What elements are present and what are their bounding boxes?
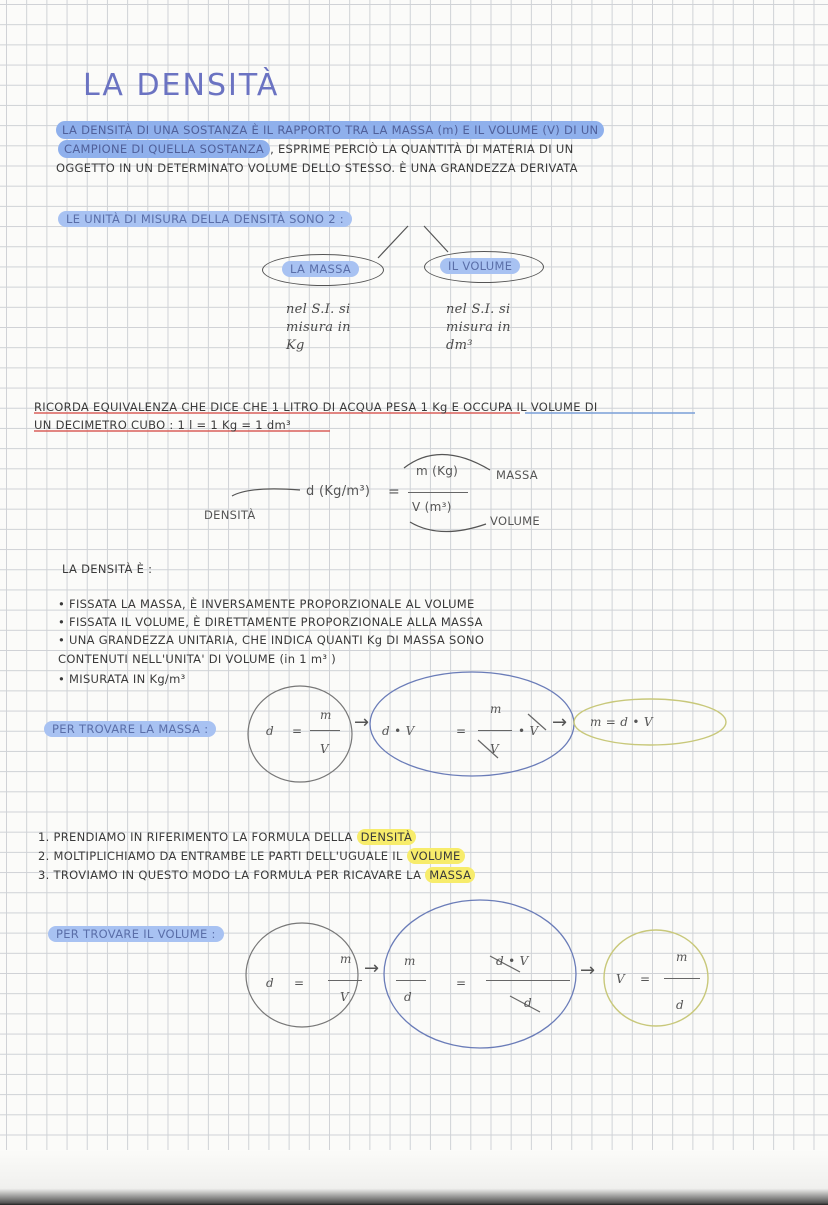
density-arc (232, 489, 300, 496)
formula-fraction-bar (408, 492, 468, 493)
volume-step2-oval (384, 900, 576, 1048)
property-item-4: CONTENUTI NELL'UNITA' DI VOLUME (in 1 m³ ) (58, 652, 337, 666)
volume-step3-den: d (676, 998, 684, 1012)
volume-step1-eq: = (294, 976, 305, 990)
volume-oval-label (440, 259, 520, 273)
find-mass-label (44, 722, 216, 736)
mass-step2-left: d • V (382, 724, 415, 738)
volume-step1-den: V (340, 990, 349, 1004)
mass-label: LA MASSA (282, 261, 359, 277)
step-1-text: 1. PRENDIAMO IN RIFERIMENTO LA FORMULA DELLA (38, 830, 357, 844)
ricorda-line-2: UN DECIMETRO CUBO : 1 l = 1 Kg = 1 dm³ (34, 418, 291, 432)
property-item-2: • FISSATA IL VOLUME, È DIRETTAMENTE PROPORZIONALE ALLA MASSA (58, 615, 483, 629)
property-item-3: • UNA GRANDEZZA UNITARIA, CHE INDICA QUANTI Kg DI MASSA SONO (58, 633, 485, 647)
volume-label: IL VOLUME (440, 258, 520, 274)
properties-heading: LA DENSITÀ È : (62, 562, 153, 576)
step-3-text: 3. TROVIAMO IN QUESTO MODO LA FORMULA PER RICAVARE LA (38, 868, 426, 882)
volume-step1-bar (328, 980, 362, 981)
property-item-5: • MISURATA IN Kg/m³ (58, 672, 186, 686)
page-title: LA DENSITÀ (83, 68, 280, 103)
mass-step1-eq: = (292, 724, 303, 738)
volume-step2-bar (396, 980, 426, 981)
step-1 (38, 830, 416, 844)
volume-step2-den: d (404, 990, 412, 1004)
volume-step3-v: V (616, 972, 625, 986)
step-3-highlight: MASSA (425, 867, 475, 883)
mass-oval-label (282, 262, 359, 276)
intro-line-1-highlight: LA DENSITÀ DI UNA SOSTANZA È IL RAPPORTO TRA LA MASSA (m) E IL VOLUME (V) DI UN (56, 121, 604, 139)
volume-arrow-2: → (580, 960, 596, 981)
step-1-highlight: DENSITÀ (357, 829, 417, 845)
volume-step2-rnum: d • V (496, 954, 529, 968)
ricorda-line-1: RICORDA EQUIVALENZA CHE DICE CHE 1 LITRO DI ACQUA PESA 1 Kg E OCCUPA IL VOLUME DI (34, 400, 598, 414)
mass-arrow-2: → (552, 712, 568, 733)
volume-step1-d: d (266, 976, 274, 990)
mass-step2-num: m (490, 702, 502, 716)
step-2-text: 2. MOLTIPLICHIAMO DA ENTRAMBE LE PARTI DELL'UGUALE IL (38, 849, 407, 863)
volume-step3-bar (664, 978, 700, 979)
formula-eq: = (388, 484, 401, 500)
mass-step1-bar (310, 730, 340, 731)
volume-step1-num: m (340, 952, 352, 966)
formula-num: m (Kg) (416, 464, 459, 478)
intro-line-2-highlight: CAMPIONE DI QUELLA SOSTANZA (58, 140, 270, 158)
formula-mass-label: MASSA (496, 468, 538, 482)
mass-step2-eq: = (456, 724, 467, 738)
branch-line-volume (424, 226, 448, 252)
volume-note-2: misura in (446, 320, 511, 335)
volume-step2-num: m (404, 954, 416, 968)
volume-step3-num: m (676, 950, 688, 964)
intro-line-3: OGGETTO IN UN DETERMINATO VOLUME DELLO STESSO. È UNA GRANDEZZA DERIVATA (56, 161, 578, 175)
mass-step1-d: d (266, 724, 274, 738)
intro-line-2-rest: , ESPRIME PERCIÒ LA QUANTITÀ DI MATERIA DI UN (270, 142, 574, 156)
mass-step1-num: m (320, 708, 332, 722)
step-2-highlight: VOLUME (407, 848, 465, 864)
volume-step3-eq: = (640, 972, 651, 986)
volume-step2-rden: d (524, 996, 532, 1010)
volume-step2-eq: = (456, 976, 467, 990)
mass-step3: m = d • V (590, 715, 653, 729)
volume-note-3: dm³ (446, 338, 473, 353)
step-2 (38, 849, 465, 863)
volume-step1-oval (246, 923, 358, 1027)
volume-arc (410, 522, 486, 532)
step-3 (38, 868, 475, 882)
mass-step2-den: V (490, 742, 499, 756)
find-mass-label-highlight: PER TROVARE LA MASSA : (44, 721, 216, 737)
mass-step2-bar (478, 730, 512, 731)
find-volume-label-highlight: PER TROVARE IL VOLUME : (48, 926, 224, 942)
volume-note-1: nel S.I. si (446, 302, 511, 317)
find-volume-label (48, 927, 224, 941)
units-heading-highlight: LE UNITÀ DI MISURA DELLA DENSITÀ SONO 2 : (58, 211, 352, 227)
mass-arrow-1: → (354, 712, 370, 733)
mass-note-3: Kg (286, 338, 305, 353)
property-item-1: • FISSATA LA MASSA, È INVERSAMENTE PROPORZIONALE AL VOLUME (58, 597, 475, 611)
volume-step2-rbar (486, 980, 570, 981)
mass-step1-den: V (320, 742, 329, 756)
formula-den: V (m³) (412, 500, 452, 514)
mass-note-2: misura in (286, 320, 351, 335)
mass-note-1: nel S.I. si (286, 302, 351, 317)
mass-step2-times: • V (518, 724, 539, 738)
formula-volume-label: VOLUME (490, 514, 540, 528)
volume-arrow-1: → (364, 958, 380, 979)
formula-lhs: d (Kg/m³) (306, 484, 371, 499)
branch-line-mass (378, 226, 408, 258)
formula-density-label: DENSITÀ (204, 508, 256, 522)
